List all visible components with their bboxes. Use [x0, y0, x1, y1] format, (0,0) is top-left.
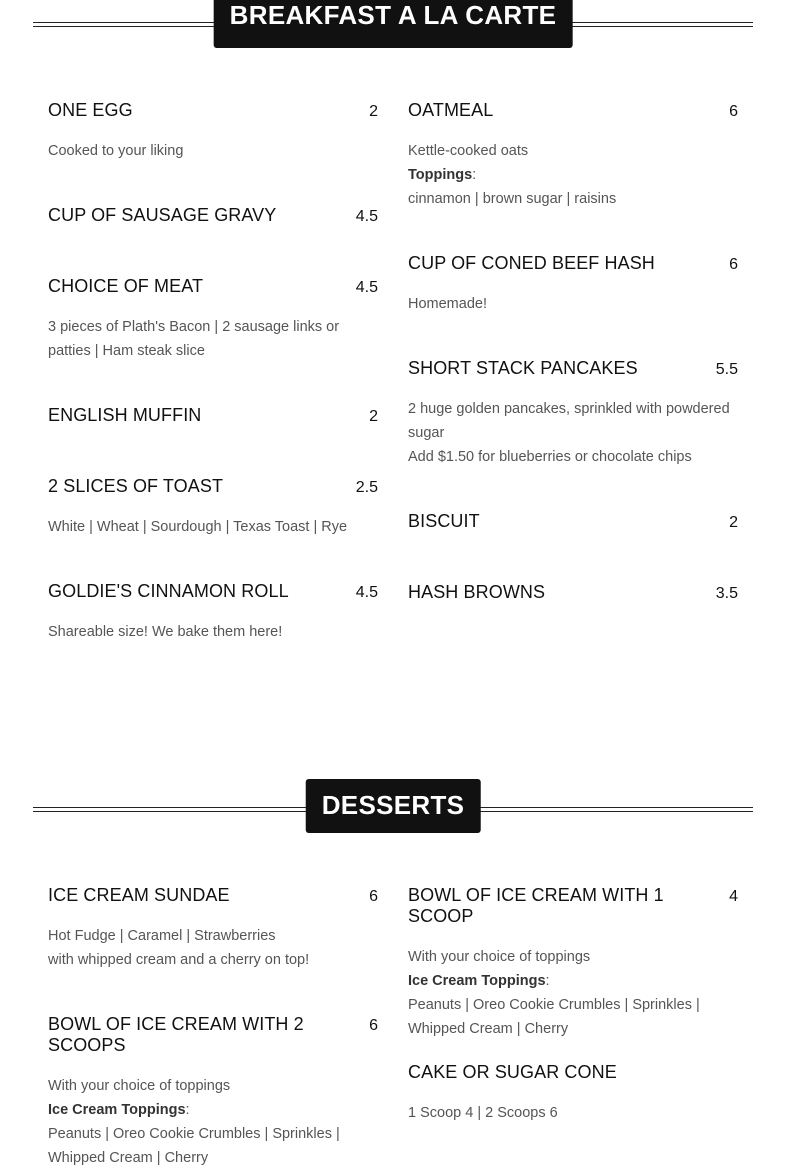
- item-name: BOWL OF ICE CREAM WITH 1 SCOOP: [408, 885, 664, 926]
- menu-item: [48, 276, 378, 363]
- item-name: CAKE OR SUGAR CONE: [408, 1062, 617, 1082]
- item-price: 4.5: [355, 208, 378, 225]
- menu-item: [48, 205, 378, 226]
- item-price: 4.5: [355, 584, 378, 601]
- item-name: ICE CREAM SUNDAE: [48, 885, 230, 905]
- item-description: Hot Fudge | Caramel | Strawberries with whipped cream and a cherry on top!: [48, 928, 310, 968]
- item-description: Homemade!: [408, 296, 487, 312]
- item-price: 5.5: [715, 361, 738, 378]
- menu-item: [408, 358, 738, 469]
- item-price: 6: [369, 888, 378, 905]
- item-name: OATMEAL: [408, 100, 494, 120]
- item-name: ONE EGG: [48, 100, 133, 120]
- menu-item: [48, 100, 378, 163]
- item-price: 4.5: [355, 279, 378, 296]
- item-name: BOWL OF ICE CREAM WITH 2 SCOOPS: [48, 1014, 304, 1055]
- item-description: 3 pieces of Plath's Bacon | 2 sausage links or patties | Ham steak slice: [48, 319, 340, 359]
- breakfast-title: BREAKFAST A LA CARTE: [214, 0, 573, 48]
- item-description: White | Wheat | Sourdough | Texas Toast | Rye: [48, 519, 348, 535]
- item-name: CUP OF SAUSAGE GRAVY: [48, 205, 277, 225]
- item-name: SHORT STACK PANCAKES: [408, 358, 638, 378]
- item-price: 2: [729, 514, 738, 531]
- desserts-section-header: [33, 785, 753, 835]
- item-price: 4: [729, 888, 738, 905]
- item-price: 3.5: [715, 585, 738, 602]
- item-description: With your choice of toppings Ice Cream Toppings: Peanuts | Oreo Cookie Crumbles | Sprinkles | Whipped Cream | Cherry: [408, 949, 700, 1037]
- menu-item: [48, 405, 378, 426]
- item-description: 2 huge golden pancakes, sprinkled with powdered sugar Add $1.50 for blueberries or chocolate chips: [408, 401, 730, 465]
- item-price: 2: [369, 408, 378, 425]
- menu-item: [408, 885, 738, 1041]
- item-price: 6: [729, 103, 738, 120]
- item-name: CHOICE OF MEAT: [48, 276, 204, 296]
- item-description: Kettle-cooked oats Toppings: cinnamon | brown sugar | raisins: [408, 143, 617, 207]
- breakfast-section-header: [33, 0, 753, 50]
- desserts-title: DESSERTS: [306, 779, 481, 833]
- item-price: 2.5: [355, 479, 378, 496]
- item-price: 6: [729, 256, 738, 273]
- menu-item: [408, 582, 738, 603]
- menu-item: [408, 253, 738, 316]
- item-name: CUP OF CONED BEEF HASH: [408, 253, 655, 273]
- item-price: 6: [369, 1017, 378, 1034]
- item-name: 2 SLICES OF TOAST: [48, 476, 224, 496]
- item-description: 1 Scoop 4 | 2 Scoops 6: [408, 1105, 558, 1121]
- item-description: Shareable size! We bake them here!: [48, 624, 283, 640]
- menu-item: [408, 511, 738, 532]
- item-name: ENGLISH MUFFIN: [48, 405, 202, 425]
- item-name: HASH BROWNS: [408, 582, 546, 602]
- menu-item: [48, 476, 378, 539]
- menu-item: [408, 1062, 738, 1125]
- menu-item: [408, 100, 738, 211]
- menu-item: [48, 1014, 378, 1170]
- item-description: With your choice of toppings Ice Cream Toppings: Peanuts | Oreo Cookie Crumbles | Sprinkles | Whipped Cream | Cherry: [48, 1078, 340, 1166]
- item-name: GOLDIE'S CINNAMON ROLL: [48, 581, 289, 601]
- item-name: BISCUIT: [408, 511, 480, 531]
- menu-item: [48, 581, 378, 644]
- menu-item: [48, 885, 378, 972]
- item-description: Cooked to your liking: [48, 143, 184, 159]
- item-price: 2: [369, 103, 378, 120]
